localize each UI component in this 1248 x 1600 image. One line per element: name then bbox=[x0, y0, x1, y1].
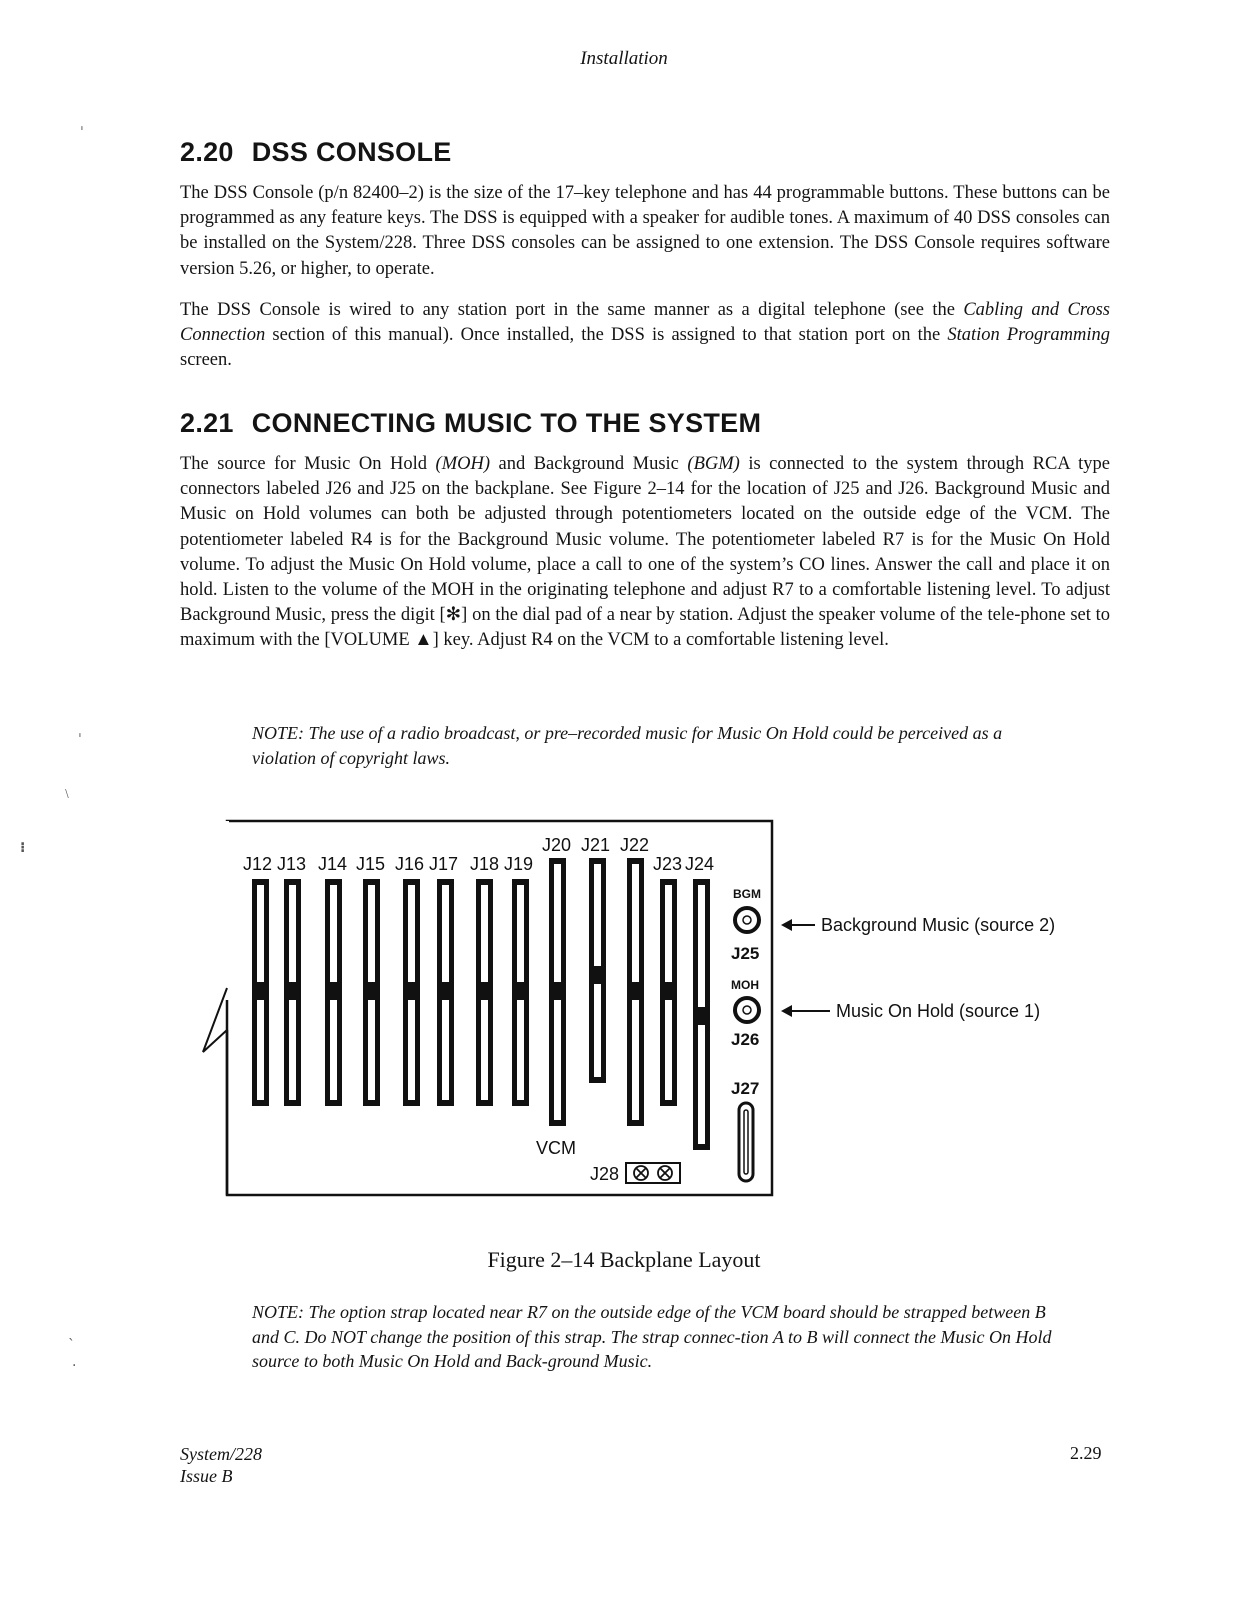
slot-opening bbox=[408, 1000, 415, 1100]
section-number: 2.21 bbox=[180, 408, 234, 438]
slot-opening bbox=[554, 864, 561, 982]
slot-opening bbox=[289, 885, 296, 982]
slot-label-j19: J19 bbox=[504, 854, 534, 874]
slot-label-j21: J21 bbox=[581, 835, 611, 855]
note-copyright: NOTE: The use of a radio broadcast, or pre–recorded music for Music On Hold could be perceived as a violation of copyright laws. bbox=[252, 723, 1003, 768]
slot-label-j13: J13 bbox=[277, 854, 307, 874]
section-title: DSS CONSOLE bbox=[251, 137, 452, 167]
section-number: 2.20 bbox=[180, 137, 234, 167]
j27-label: J27 bbox=[731, 1079, 760, 1098]
section-title: CONNECTING MUSIC TO THE SYSTEM bbox=[251, 408, 762, 438]
slot-label-j23: J23 bbox=[653, 854, 683, 874]
slot-opening bbox=[594, 864, 601, 966]
j27-connector bbox=[739, 1103, 753, 1181]
slot-label-j16: J16 bbox=[395, 854, 425, 874]
slot-opening bbox=[408, 885, 415, 982]
j28-label: J28 bbox=[590, 1164, 620, 1184]
text-run: The source for Music On Hold bbox=[180, 454, 436, 474]
arrow-left-icon bbox=[781, 919, 792, 931]
slot-opening bbox=[330, 885, 337, 982]
slot-opening bbox=[632, 1000, 639, 1120]
slot-opening bbox=[481, 885, 488, 982]
slot-opening bbox=[368, 885, 375, 982]
text-run: screen. bbox=[180, 350, 232, 371]
text-run: is connected to the system through RCA type connectors labeled J26 and J25 on the backplane. See Figure 2–14 for the location of J25 and J26. Background Music and Music on Hold volumes can both be adjusted through potentiometers located on the outside edge of the VCM. The potentiometer labeled R4 is for the Background Music volume. The potentiometer labeled R7 is for the Music On Hold volume. To adjust the Music On Hold volume, place a call to one of the system’s CO lines. Answer the call and place it on hold. Listen to the volume of the MOH in the originating telephone and adjust R7 to a comfortable listening level. To adjust Background Music, press the digit [✻] on the dial pad of a near by station. Adjust the speaker volume of the tele-phone set to maximum with the [VOLUME ▲] key. Adjust R4 on the VCM to a comfortable listening level. bbox=[180, 454, 1110, 651]
arrow-left-icon bbox=[781, 1005, 792, 1017]
slot-opening bbox=[554, 1000, 561, 1120]
slot-label-j17: J17 bbox=[429, 854, 459, 874]
slot-opening bbox=[289, 1000, 296, 1100]
text-run: section of this manual). Once installed, the DSS is assigned to that station port on the bbox=[265, 325, 948, 346]
slot-opening bbox=[698, 1025, 705, 1144]
slot-opening bbox=[442, 885, 449, 982]
footer-issue: Issue B bbox=[180, 1466, 233, 1486]
footer-product-name: System/228 bbox=[180, 1444, 262, 1464]
note-option-strap: NOTE: The option strap located near R7 on the outside edge of the VCM board should be strapped between B and C. Do NOT change the position of this strap. The strap connec-tion A to B will connect the Music On Hold source to both Music On Hold and Back-ground Music. bbox=[252, 1302, 1052, 1371]
slot-opening bbox=[481, 1000, 488, 1100]
running-header: Installation bbox=[580, 48, 668, 69]
rca-jack-icon bbox=[735, 998, 759, 1022]
slot-label-j24: J24 bbox=[685, 854, 715, 874]
footer-product bbox=[180, 1443, 262, 1487]
paragraph-dss-intro: The DSS Console (p/n 82400–2) is the size of the 17–key telephone and has 44 programmable buttons. These buttons can be programmed as any feature keys. The DSS is equipped with a speaker for audible tones. A maximum of 40 DSS consoles can be installed on the System/228. Three DSS consoles can be assigned to one extension. The DSS Console requires software version 5.26, or higher, to operate. bbox=[180, 183, 1110, 279]
text-run: and Background Music bbox=[489, 454, 688, 474]
slot-label-j14: J14 bbox=[318, 854, 348, 874]
j25-label: J25 bbox=[731, 944, 760, 963]
page-number: 2.29 bbox=[1070, 1443, 1102, 1463]
j26-label: J26 bbox=[731, 1030, 760, 1049]
vcm-label: VCM bbox=[536, 1138, 576, 1158]
cross-reference-cabling: Cabling and Cross Connection bbox=[180, 300, 1111, 346]
abbreviation-bgm: (BGM) bbox=[687, 454, 740, 474]
slot-opening bbox=[665, 1000, 672, 1100]
connector-panel bbox=[536, 887, 761, 1184]
slot-opening bbox=[594, 984, 601, 1077]
callout-background-music: Background Music (source 2) bbox=[821, 915, 1056, 935]
connector-slots bbox=[252, 858, 710, 1150]
abbreviation-moh: (MOH) bbox=[435, 454, 490, 474]
moh-label: MOH bbox=[731, 978, 759, 992]
slot-opening bbox=[442, 1000, 449, 1100]
callout-music-on-hold: Music On Hold (source 1) bbox=[836, 1001, 1041, 1021]
slot-opening bbox=[330, 1000, 337, 1100]
slot-label-j20: J20 bbox=[542, 835, 572, 855]
scan-speck: ˈ bbox=[78, 732, 82, 748]
slot-opening bbox=[257, 1000, 264, 1100]
slot-opening bbox=[517, 885, 524, 982]
scan-speck: · bbox=[72, 1358, 77, 1374]
scan-speck: ˈ bbox=[80, 125, 84, 141]
scan-speck: ˎ bbox=[68, 1325, 75, 1341]
bgm-label: BGM bbox=[733, 887, 761, 901]
scan-speck: ⁝ bbox=[20, 840, 26, 856]
slot-opening bbox=[632, 864, 639, 982]
text-run: The DSS Console is wired to any station port in the same manner as a digital telephone (see the bbox=[180, 300, 964, 320]
scan-speck: ﹨ bbox=[60, 785, 74, 801]
callouts bbox=[781, 915, 1055, 1021]
slot-label-j22: J22 bbox=[620, 835, 650, 855]
figure-caption: Figure 2–14 Backplane Layout bbox=[487, 1247, 761, 1272]
cross-reference-station-programming: Station Programming bbox=[947, 325, 1111, 346]
slot-opening bbox=[517, 1000, 524, 1100]
slot-label-j18: J18 bbox=[470, 854, 500, 874]
slot-label-j15: J15 bbox=[356, 854, 386, 874]
screw-terminal-icon bbox=[634, 1166, 648, 1180]
slot-opening bbox=[368, 1000, 375, 1100]
slot-opening bbox=[698, 885, 705, 1007]
slot-opening bbox=[665, 885, 672, 982]
slot-label-j12: J12 bbox=[243, 854, 273, 874]
slot-opening bbox=[257, 885, 264, 982]
screw-terminal-icon bbox=[658, 1166, 672, 1180]
rca-jack-icon bbox=[735, 908, 759, 932]
